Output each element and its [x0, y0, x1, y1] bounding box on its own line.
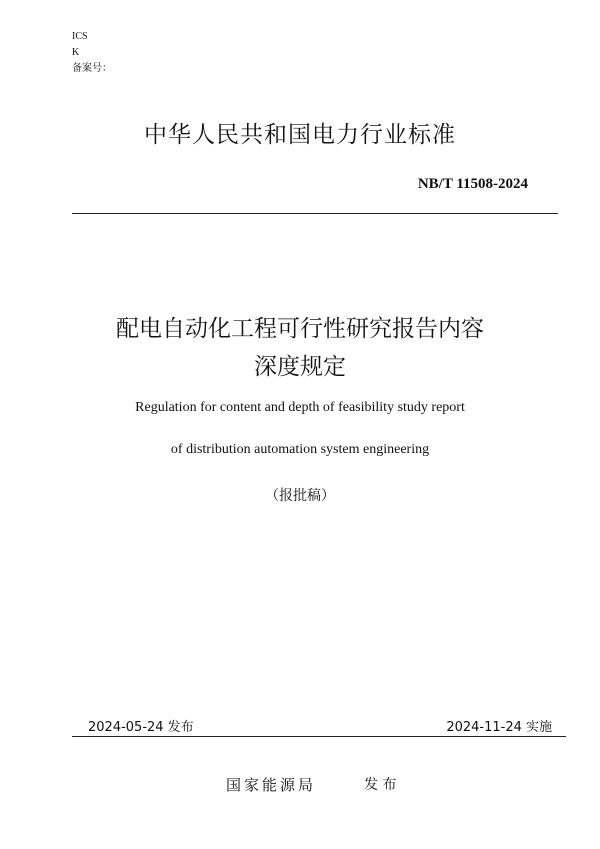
top-divider	[72, 213, 558, 214]
title-en-line2: of distribution automation system engineering	[170, 442, 430, 457]
issuer-action: 发 布	[364, 777, 397, 793]
k-label: K	[72, 47, 80, 58]
publish-date: 2024-05-24 发布	[88, 720, 194, 735]
standard-category: 中华人民共和国电力行业标准	[144, 122, 456, 148]
implement-date: 2024-11-24 实施	[446, 720, 552, 735]
standard-number: NB/T 11508-2024	[417, 176, 528, 192]
title-en-line1: Regulation for content and depth of feasibility study report	[135, 400, 465, 415]
title-cn-line1: 配电自动化工程可行性研究报告内容	[116, 316, 484, 342]
ics-label: ICS	[72, 31, 88, 42]
title-cn-line2: 深度规定	[254, 354, 346, 380]
issuer-name: 国家能源局	[226, 776, 317, 794]
draft-status: （报批稿）	[265, 488, 335, 504]
bottom-divider	[72, 736, 566, 737]
filing-number-label: 备案号：	[72, 63, 112, 74]
